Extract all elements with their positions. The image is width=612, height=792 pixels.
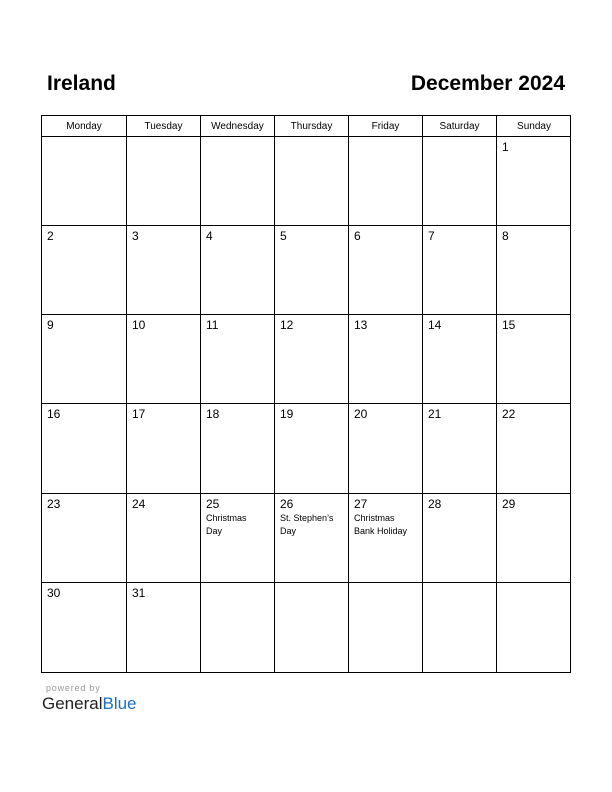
generalblue-logo[interactable] <box>42 694 137 714</box>
day-cell <box>42 315 127 404</box>
day-number: 19 <box>280 407 294 422</box>
day-cell <box>201 404 275 493</box>
day-number: 15 <box>502 318 516 333</box>
country-title: Ireland <box>47 72 116 95</box>
day-number: 6 <box>354 229 361 244</box>
day-number: 21 <box>428 407 442 422</box>
day-cell <box>497 494 571 583</box>
day-cell <box>275 494 349 583</box>
weekday-tuesday: Tuesday <box>127 116 201 137</box>
day-number: 17 <box>132 407 146 422</box>
day-number: 3 <box>132 229 139 244</box>
day-number: 28 <box>428 496 442 511</box>
day-cell <box>127 583 201 672</box>
weekday-thursday: Thursday <box>275 116 349 137</box>
holiday-label-line: St. Stephen’s <box>280 512 334 523</box>
month-year-title: December 2024 <box>410 72 565 95</box>
day-number: 18 <box>206 407 220 422</box>
brand-blue-text: Blue <box>102 694 137 713</box>
weekday-saturday: Saturday <box>423 116 497 137</box>
day-cell <box>275 137 349 226</box>
powered-by-text: powered by <box>46 683 101 693</box>
weekday-friday: Friday <box>349 116 423 137</box>
day-cell <box>349 137 423 226</box>
weekday-header-row <box>42 116 570 137</box>
day-cell <box>497 404 571 493</box>
day-cell <box>497 315 571 404</box>
day-cell <box>42 404 127 493</box>
day-cell <box>42 137 127 226</box>
day-cell <box>201 494 275 583</box>
holiday-label-line: Day <box>206 525 223 536</box>
day-cell <box>201 583 275 672</box>
day-cell <box>423 494 497 583</box>
day-number: 12 <box>280 318 294 333</box>
day-number: 20 <box>354 407 368 422</box>
weekday-sunday: Sunday <box>517 121 551 132</box>
day-cell <box>423 404 497 493</box>
day-cell <box>127 494 201 583</box>
day-number: 31 <box>132 585 146 600</box>
day-number: 16 <box>47 407 61 422</box>
day-number: 9 <box>47 318 54 333</box>
holiday-label <box>354 512 417 538</box>
day-cell <box>497 137 571 226</box>
day-cell <box>497 583 571 672</box>
day-number: 27 <box>354 496 368 511</box>
day-cell <box>275 404 349 493</box>
day-cell <box>127 315 201 404</box>
day-cell <box>42 226 127 315</box>
day-number: 14 <box>428 318 442 333</box>
day-cell <box>127 226 201 315</box>
brand-general-text: General <box>42 694 103 713</box>
day-cell <box>127 137 201 226</box>
day-cell <box>423 583 497 672</box>
calendar-grid <box>41 115 571 673</box>
holiday-label <box>206 512 269 538</box>
day-number: 8 <box>502 229 509 244</box>
day-number: 25 <box>206 496 220 511</box>
day-cell <box>275 226 349 315</box>
day-cell <box>201 315 275 404</box>
day-number: 26 <box>280 496 294 511</box>
day-cell <box>349 494 423 583</box>
day-cell <box>423 137 497 226</box>
holiday-label <box>280 512 343 538</box>
day-cell <box>423 226 497 315</box>
day-cell <box>42 494 127 583</box>
day-cell <box>349 226 423 315</box>
weekday-wednesday: Wednesday <box>201 116 275 137</box>
day-number: 4 <box>206 229 213 244</box>
day-number: 1 <box>502 140 509 154</box>
day-number: 22 <box>502 407 516 422</box>
day-number: 23 <box>47 496 61 511</box>
day-cell <box>275 583 349 672</box>
day-number: 2 <box>47 229 54 244</box>
day-number: 5 <box>280 229 287 244</box>
holiday-label-line: Day <box>280 525 297 536</box>
holiday-label-line: Christmas <box>354 512 395 523</box>
day-number: 10 <box>132 318 146 333</box>
day-cell <box>201 226 275 315</box>
day-cell <box>349 583 423 672</box>
day-cell <box>201 137 275 226</box>
day-number: 30 <box>47 585 61 600</box>
day-cell <box>42 583 127 672</box>
weekday-monday: Monday <box>42 116 127 137</box>
calendar-weeks <box>42 137 570 672</box>
day-cell <box>423 315 497 404</box>
holiday-label-line: Bank Holiday <box>354 525 408 536</box>
day-cell <box>497 226 571 315</box>
day-number: 29 <box>502 496 516 511</box>
day-number: 13 <box>354 318 368 333</box>
day-cell <box>349 404 423 493</box>
day-number: 24 <box>132 496 146 511</box>
day-number: 7 <box>428 229 435 244</box>
day-cell <box>127 404 201 493</box>
day-cell <box>349 315 423 404</box>
holiday-label-line: Christmas <box>206 512 247 523</box>
day-cell <box>275 315 349 404</box>
day-number: 11 <box>206 318 219 333</box>
